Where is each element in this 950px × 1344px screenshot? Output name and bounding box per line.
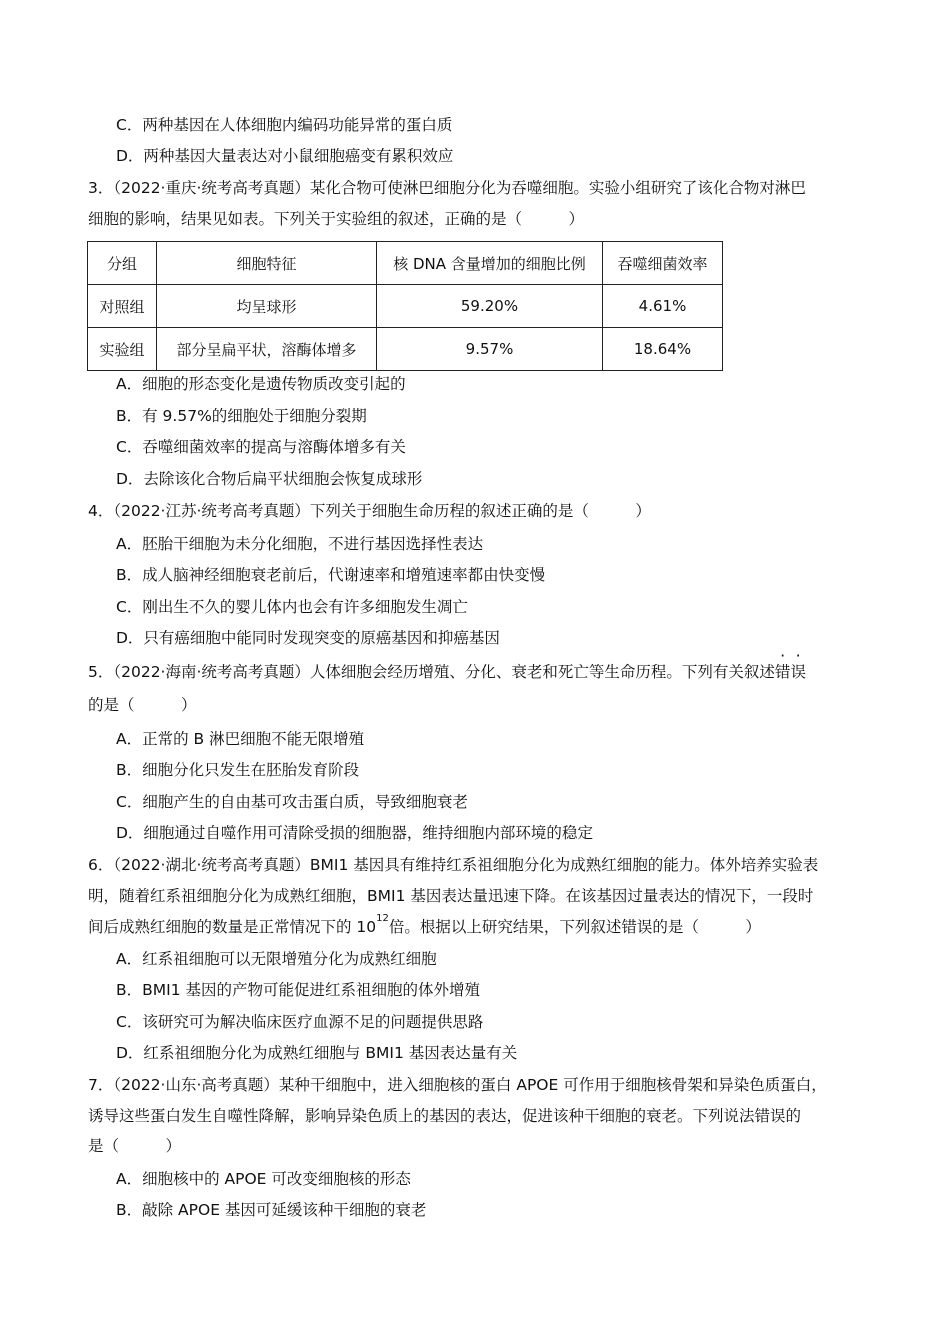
q6-option-b: B．BMI1 基因的产物可能促进红系祖细胞的体外增殖 <box>116 981 481 999</box>
table-header-cell: 分组 <box>88 242 157 285</box>
table-header-row <box>88 242 723 285</box>
q4-stem: 4．（2022·江苏·统考高考真题）下列关于细胞生命历程的叙述正确的是（ ） <box>88 502 651 520</box>
q3-option-c: C．吞噬细菌效率的提高与溶酶体增多有关 <box>116 438 406 456</box>
q6-stem-text: 间后成熟红细胞的数量是正常情况下的 10 <box>88 918 377 936</box>
table-header-cell: 吞噬细菌效率 <box>603 242 723 285</box>
q5-stem-text: 5．（2022·海南·统考高考真题）人体细胞会经历增殖、分化、衰老和死亡等生命历程。下列有关叙述 <box>88 663 775 681</box>
table-cell: 实验组 <box>88 328 157 371</box>
q3-option-a: A．细胞的形态变化是遗传物质改变引起的 <box>116 375 406 393</box>
table-cell: 部分呈扁平状，溶酶体增多 <box>157 328 377 371</box>
table-header-cell: 细胞特征 <box>157 242 377 285</box>
q4-option-b: B．成人脑神经细胞衰老前后，代谢速率和增殖速率都由快变慢 <box>116 566 546 584</box>
table-row <box>88 328 723 371</box>
table-cell: 对照组 <box>88 285 157 328</box>
superscript: 12 <box>376 913 389 924</box>
q6-stem-line3 <box>88 913 761 938</box>
q7-stem-line1: 7．（2022·山东·高考真题）某种干细胞中，进入细胞核的蛋白 APOE 可作用于细胞核骨架和异染色质蛋白， <box>88 1076 827 1094</box>
q3-option-b: B．有 9.57%的细胞处于细胞分裂期 <box>116 407 367 425</box>
q5-option-a: A．正常的 B 淋巴细胞不能无限增殖 <box>116 730 365 748</box>
table-header-cell: 核 DNA 含量增加的细胞比例 <box>377 242 603 285</box>
q4-option-c: C．刚出生不久的婴儿体内也会有许多细胞发生凋亡 <box>116 598 468 616</box>
q5-option-c: C．细胞产生的自由基可攻击蛋白质，导致细胞衰老 <box>116 793 468 811</box>
q6-option-d: D．红系祖细胞分化为成熟红细胞与 BMI1 基因表达量有关 <box>116 1044 518 1062</box>
table-cell: 18.64% <box>603 328 723 371</box>
q6-option-a: A．红系祖细胞可以无限增殖分化为成熟红细胞 <box>116 950 437 968</box>
q3-option-d: D．去除该化合物后扁平状细胞会恢复成球形 <box>116 470 423 488</box>
q7-option-a: A．细胞核中的 APOE 可改变细胞核的形态 <box>116 1170 411 1188</box>
table-cell: 4.61% <box>603 285 723 328</box>
emphasis-char: 误 <box>790 663 806 681</box>
emphasis-char: 错 <box>774 663 791 681</box>
q5-option-d: D．细胞通过自噬作用可清除受损的细胞器，维持细胞内部环境的稳定 <box>116 824 593 842</box>
q7-option-b: B．敲除 APOE 基因可延缓该种干细胞的衰老 <box>116 1201 427 1219</box>
table-row <box>88 285 723 328</box>
q3-results-table <box>87 241 723 371</box>
table-cell: 均呈球形 <box>157 285 377 328</box>
q7-stem-line3: 是（ ） <box>88 1137 182 1155</box>
q6-option-c: C．该研究可为解决临床医疗血源不足的问题提供思路 <box>116 1013 484 1031</box>
q5-option-b: B．细胞分化只发生在胚胎发育阶段 <box>116 761 360 779</box>
table-cell: 59.20% <box>377 285 603 328</box>
q7-stem-line2: 诱导这些蛋白发生自噬性降解，影响异染色质上的基因的表达，促进该种干细胞的衰老。下列说法错误的 <box>88 1107 802 1125</box>
q6-stem-text: 倍。根据以上研究结果，下列叙述错误的是（ ） <box>388 918 761 936</box>
q3-stem-line2: 细胞的影响，结果见如表。下列关于实验组的叙述，正确的是（ ） <box>88 210 585 228</box>
q4-option-a: A．胚胎干细胞为未分化细胞，不进行基因选择性表达 <box>116 535 484 553</box>
table-cell: 9.57% <box>377 328 603 371</box>
q3-stem-line1: 3．（2022·重庆·统考高考真题）某化合物可使淋巴细胞分化为吞噬细胞。实验小组研究了该化合物对淋巴 <box>88 179 806 197</box>
q6-stem-line2: 明，随着红系祖细胞分化为成熟红细胞，BMI1 基因表达量迅速下降。在该基因过量表达的情况下，一段时 <box>88 887 814 905</box>
q2-option-d: D．两种基因大量表达对小鼠细胞癌变有累积效应 <box>116 147 454 165</box>
q6-stem-line1: 6．（2022·湖北·统考高考真题）BMI1 基因具有维持红系祖细胞分化为成熟红细胞的能力。体外培养实验表 <box>88 856 819 874</box>
q5-stem-line2: 的是（ ） <box>88 696 197 714</box>
q2-option-c: C．两种基因在人体细胞内编码功能异常的蛋白质 <box>116 116 453 134</box>
q5-stem-line1 <box>88 661 806 683</box>
q4-option-d: D．只有癌细胞中能同时发现突变的原癌基因和抑癌基因 <box>116 629 500 647</box>
